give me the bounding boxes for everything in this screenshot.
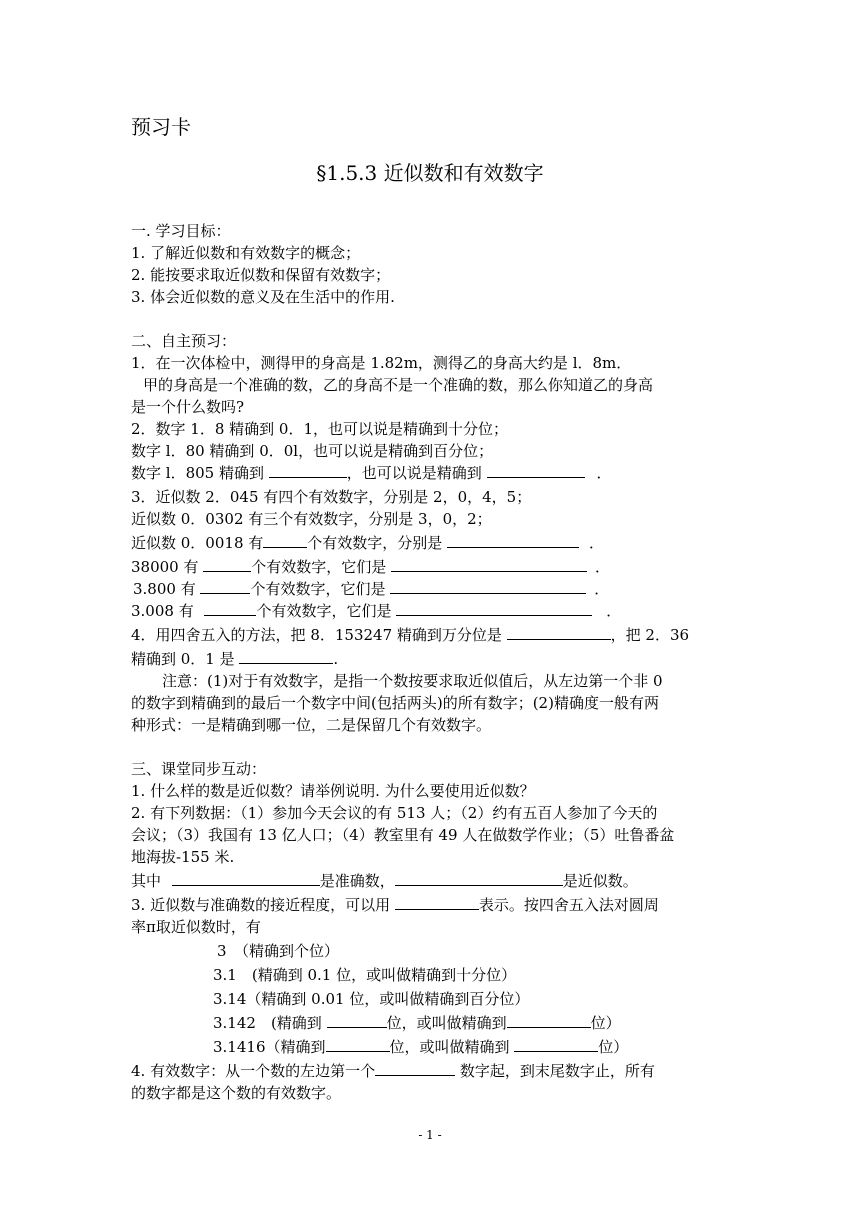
answer-blank[interactable] — [507, 1013, 591, 1028]
line-text: 3.800 有 — [133, 580, 201, 598]
question-text: 1. 什么样的数是近似数？请举例说明. 为什么要使用近似数？ — [131, 782, 535, 800]
goal-item: 2. 能按要求取近似数和保留有效数字； — [131, 266, 391, 284]
page-number: - 1 - — [418, 1128, 442, 1142]
answer-blank[interactable] — [375, 1061, 455, 1076]
question-text: 是一个什么数吗? — [131, 398, 245, 416]
line-text: 是近似数。 — [562, 872, 638, 890]
line-text: 位，或叫做精确到 — [386, 1014, 507, 1032]
answer-blank[interactable] — [327, 1013, 387, 1028]
note-text: 注意：(1)对于有效数字，是指一个数按要求取近似值后，从左边第一个非 0 — [162, 672, 663, 690]
question-text: 近似数 0．0302 有三个有效数字，分别是 3，0，2； — [131, 510, 492, 528]
line-text: 是准确数， — [319, 872, 395, 890]
answer-blank[interactable] — [447, 533, 579, 548]
fill-line — [131, 600, 621, 622]
line-text: . — [333, 650, 339, 668]
answer-blank[interactable] — [269, 463, 347, 478]
question-text: 会议；（3）我国有 13 亿人口；（4）教室里有 49 人在做数学作业；（5）吐鲁番盆 — [131, 826, 675, 844]
fill-line — [131, 462, 612, 484]
answer-blank[interactable] — [263, 533, 307, 548]
line-text: 近似数 0．0018 有 — [131, 534, 264, 552]
line-text: 其中 — [131, 872, 166, 890]
pi-row: 3.1 (精确到 0.1 位，或叫做精确到十分位） — [213, 966, 517, 984]
fill-line — [131, 532, 604, 554]
answer-blank[interactable] — [487, 463, 585, 478]
question-text: 3．近似数 2．045 有四个有效数字，分别是 2，0，4，5； — [131, 488, 532, 506]
line-text: 3.008 有 — [131, 602, 199, 620]
fill-line — [131, 894, 659, 916]
line-text: 位） — [598, 1038, 629, 1056]
line-text: ． — [595, 558, 611, 576]
line-text: 数字 l．805 精确到 — [131, 464, 269, 482]
fill-line — [213, 1012, 621, 1034]
note-text: 的数字到精确到的最后一个数字中间(包括两头)的所有数字；(2)精确度一般有两 — [131, 694, 659, 712]
answer-blank[interactable] — [204, 601, 256, 616]
answer-blank[interactable] — [172, 871, 320, 886]
line-text: 4. 有效数字：从一个数的左边第一个 — [131, 1062, 376, 1080]
fill-line — [131, 870, 638, 892]
line-text: ，也可以说是精确到 — [346, 464, 487, 482]
fill-line — [131, 1060, 655, 1082]
fill-line — [133, 578, 609, 600]
question-text: 2．数字 1．8 精确到 0．1，也可以说是精确到十分位； — [131, 420, 509, 438]
question-text: 的数字都是这个数的有效数字。 — [131, 1084, 342, 1102]
page-title: §1.5.3 近似数和有效数字 — [316, 161, 544, 185]
question-text: 率π取近似数时，有 — [131, 918, 261, 936]
fill-line — [131, 556, 610, 578]
section-2-heading: 二、自主预习： — [131, 332, 237, 350]
question-text: 1．在一次体检中，测得甲的身高是 1.82m，测得乙的身高大约是 l．8m． — [131, 354, 632, 372]
line-text: 位） — [590, 1014, 621, 1032]
line-text: 个有效数字，它们是 — [256, 602, 397, 620]
line-text: 精确到 0．1 是 — [131, 650, 240, 668]
line-text: 个有效数字，分别是 — [307, 534, 448, 552]
line-text: 个有效数字，它们是 — [251, 558, 392, 576]
fill-line — [131, 624, 689, 646]
line-text: 3.1416（精确到 — [213, 1038, 326, 1056]
header-label: 预习卡 — [131, 115, 191, 139]
line-text: 38000 有 — [131, 558, 204, 576]
pi-row: 3.14（精确到 0.01 位，或叫做精确到百分位） — [213, 990, 530, 1008]
answer-blank[interactable] — [203, 557, 251, 572]
section-1-heading: 一. 学习目标： — [131, 222, 231, 240]
line-text: ，把 2．36 — [610, 626, 690, 644]
line-text: ． — [596, 464, 612, 482]
note-text: 种形式：一是精确到哪一位，二是保留几个有效数字。 — [131, 716, 492, 734]
answer-blank[interactable] — [326, 1037, 390, 1052]
fill-line — [213, 1036, 628, 1058]
goal-item: 3. 体会近似数的意义及在生活中的作用. — [131, 288, 395, 306]
answer-blank[interactable] — [507, 625, 611, 640]
answer-blank[interactable] — [395, 895, 479, 910]
answer-blank[interactable] — [396, 601, 592, 616]
answer-blank[interactable] — [200, 579, 250, 594]
answer-blank[interactable] — [514, 1037, 598, 1052]
section-3-heading: 三、课堂同步互动： — [131, 760, 267, 778]
line-text: 3.142 (精确到 — [213, 1014, 327, 1032]
question-text: 甲的身高是一个准确的数，乙的身高不是一个准确的数，那么你知道乙的身高 — [143, 376, 654, 394]
answer-blank[interactable] — [391, 557, 587, 572]
line-text: ． — [589, 534, 605, 552]
fill-line — [131, 648, 338, 670]
question-text: 数字 l．80 精确到 0．0l，也可以说是精确到百分位； — [131, 442, 494, 460]
line-text: 表示。按四舍五入法对圆周 — [478, 896, 659, 914]
answer-blank[interactable] — [390, 579, 586, 594]
line-text: 数字起，到末尾数字止，所有 — [455, 1062, 655, 1080]
line-text: ． — [594, 580, 610, 598]
line-text: ． — [606, 602, 622, 620]
question-text: 地海拔-155 米. — [131, 848, 235, 866]
line-text: 个有效数字，它们是 — [250, 580, 391, 598]
line-text: 位，或叫做精确到 — [389, 1038, 515, 1056]
answer-blank[interactable] — [395, 871, 563, 886]
goal-item: 1. 了解近似数和有效数字的概念； — [131, 244, 361, 262]
line-text: 3. 近似数与准确数的接近程度，可以用 — [131, 896, 395, 914]
line-text: 4．用四舍五入的方法，把 8．153247 精确到万分位是 — [131, 626, 507, 644]
pi-row: 3 （精确到个位） — [217, 942, 340, 960]
answer-blank[interactable] — [239, 649, 333, 664]
question-text: 2. 有下列数据：（1）参加今天会议的有 513 人；（2）约有五百人参加了今天的 — [131, 804, 658, 822]
